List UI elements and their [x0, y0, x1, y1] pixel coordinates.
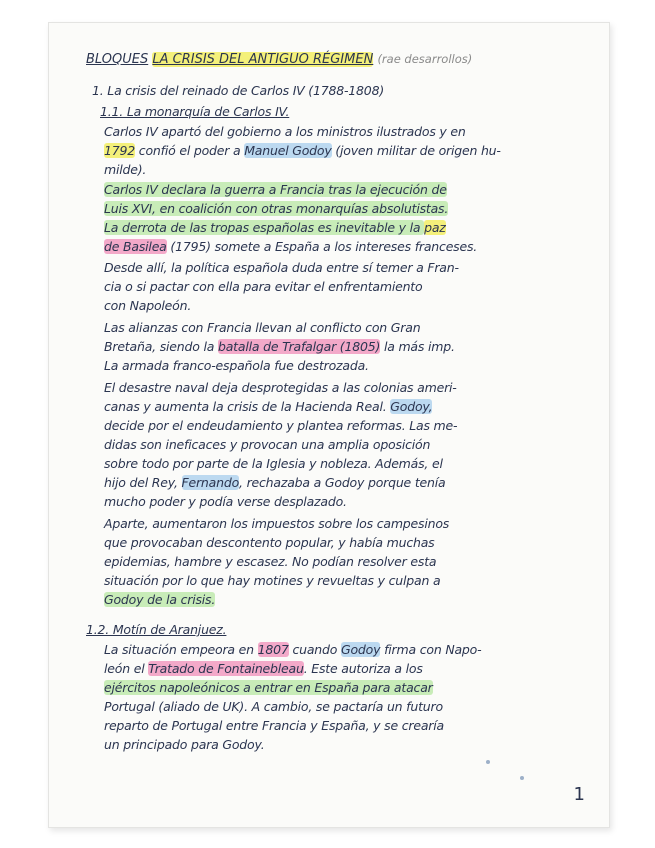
fontainebleau: Tratado de Fontainebleau — [148, 661, 304, 676]
text-line — [104, 239, 477, 254]
ink-dot — [520, 776, 524, 780]
paz: paz — [424, 220, 446, 235]
text-line — [104, 475, 445, 490]
text-span: (1795) somete a España a los intereses franceses. — [166, 239, 478, 254]
text-line — [104, 339, 455, 354]
text-span: La situación empeora en — [104, 642, 258, 657]
text-span: la más imp. — [380, 339, 455, 354]
text-span: , rechazaba a Godoy porque tenía — [239, 475, 446, 490]
text-line: didas son ineficaces y provocan una amplia oposición — [104, 437, 431, 452]
text-line: situación por lo que hay motines y revueltas y culpan a — [104, 573, 441, 588]
text-line: Las alianzas con Francia llevan al conflicto con Gran — [104, 320, 421, 335]
ink-dot — [486, 760, 490, 764]
text-line: decide por el endeudamiento y plantea reformas. Las me- — [104, 418, 458, 433]
section-1-heading: 1. La crisis del reinado de Carlos IV (1788-1808) — [92, 83, 384, 98]
text-line — [104, 399, 432, 414]
text-span: león el — [104, 661, 149, 676]
text-span: firma con Napo- — [380, 642, 482, 657]
header-note: (rae desarrollos) — [377, 52, 473, 66]
name-manuel-godoy: Manuel Godoy — [244, 143, 332, 158]
text-line: milde). — [104, 162, 147, 177]
basilea: de Basilea — [104, 239, 167, 254]
text-span: confió el poder a — [135, 143, 245, 158]
text-line: Luis XVI, en coalición con otras monarquías absolutistas. — [104, 201, 449, 216]
text-line — [104, 642, 481, 657]
text-line: con Napoleón. — [104, 298, 192, 313]
godoy-1807: Godoy — [340, 642, 381, 657]
text-line: un principado para Godoy. — [104, 737, 265, 752]
text-line — [104, 220, 446, 235]
section-1-2-heading: 1.2. Motín de Aranjuez. — [86, 622, 227, 637]
text-span: hijo del Rey, — [104, 475, 182, 490]
page-header — [86, 52, 472, 67]
text-line: Desde allí, la política española duda entre sí temer a Fran- — [104, 260, 459, 275]
text-line — [104, 661, 423, 676]
text-line: sobre todo por parte de la Iglesia y nobleza. Además, el — [104, 456, 443, 471]
text-span: La derrota de las tropas españolas es inevitable y la — [104, 220, 425, 235]
text-line: La armada franco-española fue destrozada. — [104, 358, 369, 373]
text-line: que provocaban descontento popular, y había muchas — [104, 535, 435, 550]
text-span: (joven militar de origen hu- — [331, 143, 501, 158]
section-1-1-heading: 1.1. La monarquía de Carlos IV. — [100, 104, 290, 119]
page-number: 1 — [573, 784, 585, 805]
text-line: Godoy de la crisis. — [104, 592, 216, 607]
text-line: Carlos IV declara la guerra a Francia tras la ejecución de — [104, 182, 447, 197]
date-1792: 1792 — [104, 143, 136, 158]
text-span: canas y aumenta la crisis de la Hacienda Real. — [104, 399, 391, 414]
text-line: mucho poder y podía verse desplazado. — [104, 494, 347, 509]
text-line: cia o si pactar con ella para evitar el enfrentamiento — [104, 279, 423, 294]
header-prefix: BLOQUES — [86, 52, 149, 67]
text-span: . Este autoriza a los — [303, 661, 423, 676]
godoy: Godoy, — [390, 399, 433, 414]
trafalgar: batalla de Trafalgar (1805) — [217, 339, 381, 354]
text-line: epidemias, hambre y escasez. No podían resolver esta — [104, 554, 437, 569]
text-line: ejércitos napoleónicos a entrar en España para atacar — [104, 680, 433, 695]
text-line: reparto de Portugal entre Francia y España, y se crearía — [104, 718, 444, 733]
text-line: El desastre naval deja desprotegidas a las colonias ameri- — [104, 380, 457, 395]
text-span: Bretaña, siendo la — [104, 339, 218, 354]
header-title: LA CRISIS DEL ANTIGUO RÉGIMEN — [152, 52, 374, 67]
text-line: Aparte, aumentaron los impuestos sobre los campesinos — [104, 516, 450, 531]
date-1807: 1807 — [257, 642, 289, 657]
fernando: Fernando — [181, 475, 240, 490]
text-line: Portugal (aliado de UK). A cambio, se pactaría un futuro — [104, 699, 443, 714]
text-line — [104, 143, 501, 158]
text-line: Carlos IV apartó del gobierno a los ministros ilustrados y en — [104, 124, 466, 139]
text-span: cuando — [288, 642, 341, 657]
